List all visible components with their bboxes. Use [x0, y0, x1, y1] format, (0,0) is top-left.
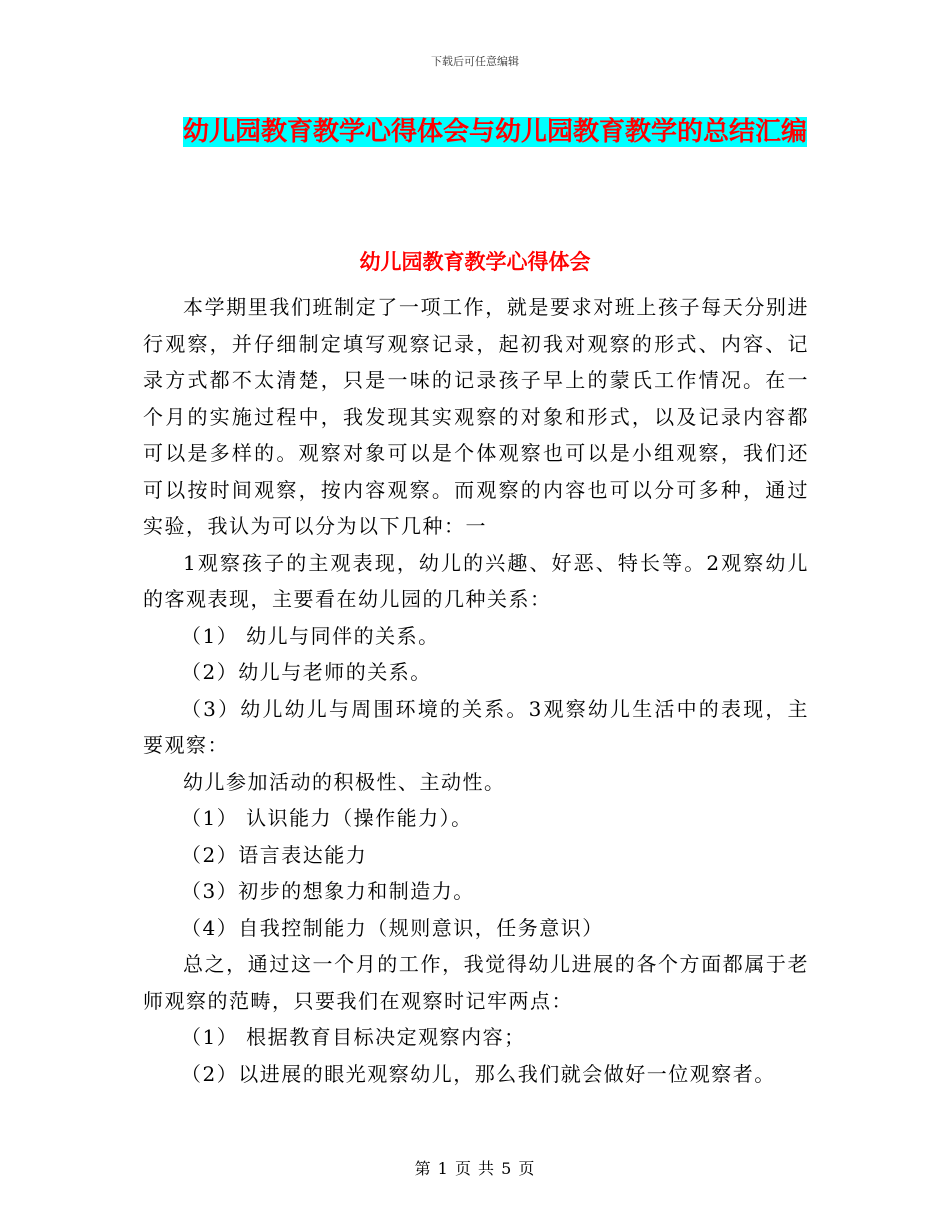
- section-title: 幼儿园教育教学心得体会: [359, 249, 591, 274]
- list-item-text: （3）幼儿幼儿与周围环境的关系。3观察幼儿生活中的表现，主要观察：: [143, 696, 809, 757]
- list-item: （1） 认识能力（操作能力）。: [181, 806, 473, 830]
- list-item: [143, 691, 809, 764]
- list-item: （1） 根据教育目标决定观察内容；: [181, 1025, 526, 1049]
- document-body: [143, 289, 809, 1092]
- body-paragraph: 1观察孩子的主观表现，幼儿的兴趣、好恶、特长等。2观察幼儿的客观表现，主要看在幼儿园的几种关系：: [143, 550, 809, 611]
- page-header-note: 下载后可任意编辑: [431, 55, 519, 68]
- list-item: （2）以进展的眼光观察幼儿，那么我们就会做好一位观察者。: [181, 1061, 776, 1086]
- list-item: （2）幼儿与老师的关系。: [181, 660, 432, 684]
- body-paragraph: 本学期里我们班制定了一项工作，就是要求对班上孩子每天分别进行观察，并仔细制定填写观察记录，起初我对观察的形式、内容、记录方式都不太清楚，只是一味的记录孩子早上的蒙氏工作情况。在一个月的实施过程中，我发现其实观察的对象和形式，以及记录内容都可以是多样的。观察对象可以是个体观察也可以是小组观察，我们还可以按时间观察，按内容观察。而观察的内容也可以分可多种，通过实验，我认为可以分为以下几种：一: [143, 295, 809, 538]
- document-title: [175, 108, 815, 156]
- list-item: （2）语言表达能力: [181, 842, 368, 867]
- document-title-text: 幼儿园教育教学心得体会与幼儿园教育教学的总结汇编: [182, 117, 807, 147]
- list-item: （1） 幼儿与同伴的关系。: [181, 623, 440, 648]
- list-item: （4）自我控制能力（规则意识，任务意识）: [181, 915, 604, 940]
- body-paragraph: 幼儿参加活动的积极性、主动性。: [183, 769, 506, 794]
- list-item: （3）初步的想象力和制造力。: [181, 879, 475, 903]
- page-footer-number: 第 1 页 共 5 页: [414, 1159, 536, 1178]
- body-paragraph: 总之，通过这一个月的工作，我觉得幼儿进展的各个方面都属于老师观察的范畴，只要我们在观察时记牢两点：: [143, 952, 809, 1013]
